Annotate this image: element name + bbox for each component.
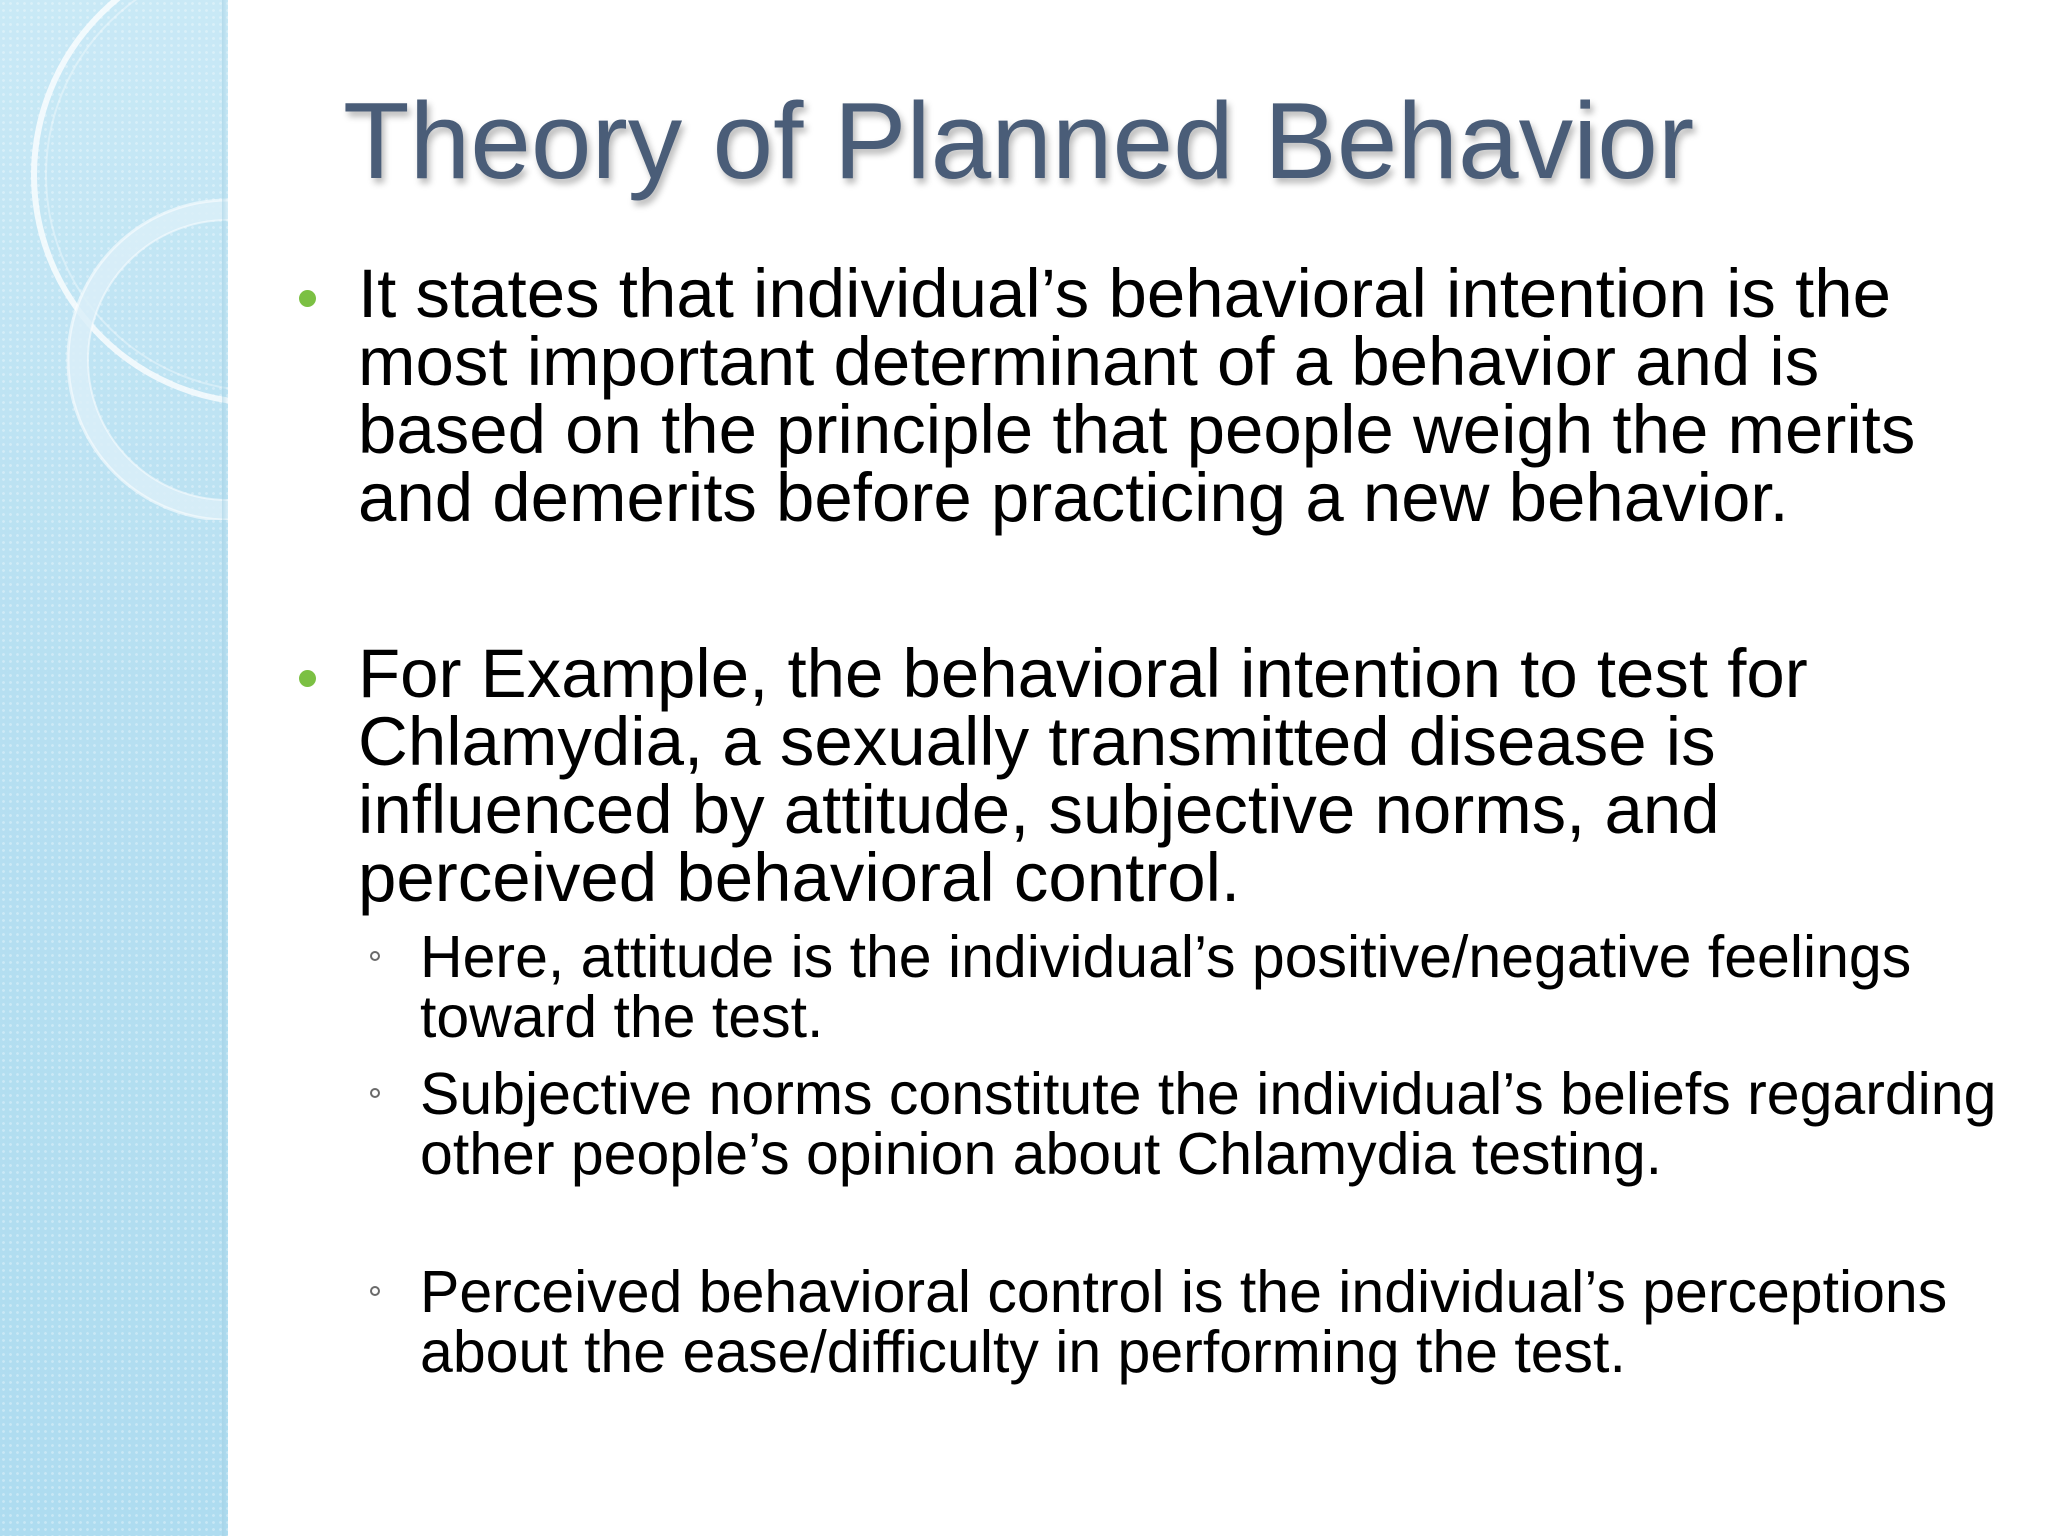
bullet-text: For Example, the behavioral intention to test for Chlamydia, a sexually transmitted disease is influenced by attitude, subjective norms, and perceived behavioral control. — [358, 635, 1808, 916]
sub-bullet-text: Perceived behavioral control is the individual’s perceptions about the ease/difficulty in performing the test. — [420, 1259, 1948, 1385]
bullet-item — [358, 255, 2008, 536]
bullet-dot-icon — [299, 290, 316, 307]
bullet-text: It states that individual’s behavioral intention is the most important determinant of a behavior and is based on the principle that people weigh the merits and demerits before practicing a new behavior. — [358, 255, 1916, 536]
sub-bullet-item — [420, 1061, 2000, 1187]
sub-bullet-ring-icon — [370, 951, 380, 961]
sub-bullet-text: Here, attitude is the individual’s positive/negative feelings toward the test. — [420, 924, 1912, 1050]
sub-bullet-item — [420, 924, 2000, 1050]
panel-edge-shadow — [222, 0, 228, 1536]
sub-bullet-ring-icon — [370, 1088, 380, 1098]
bullet-dot-icon — [299, 670, 316, 687]
bullet-item — [358, 635, 2008, 916]
sub-bullet-text: Subjective norms constitute the individual’s beliefs regarding other people’s opinion about Chlamydia testing. — [420, 1061, 1997, 1187]
decorative-circles-graphic — [0, 0, 228, 520]
slide-title: Theory of Planned Behavior — [343, 80, 1695, 202]
sub-bullet-item — [420, 1259, 2000, 1385]
sub-bullet-ring-icon — [370, 1286, 380, 1296]
decorative-side-panel — [0, 0, 228, 1536]
